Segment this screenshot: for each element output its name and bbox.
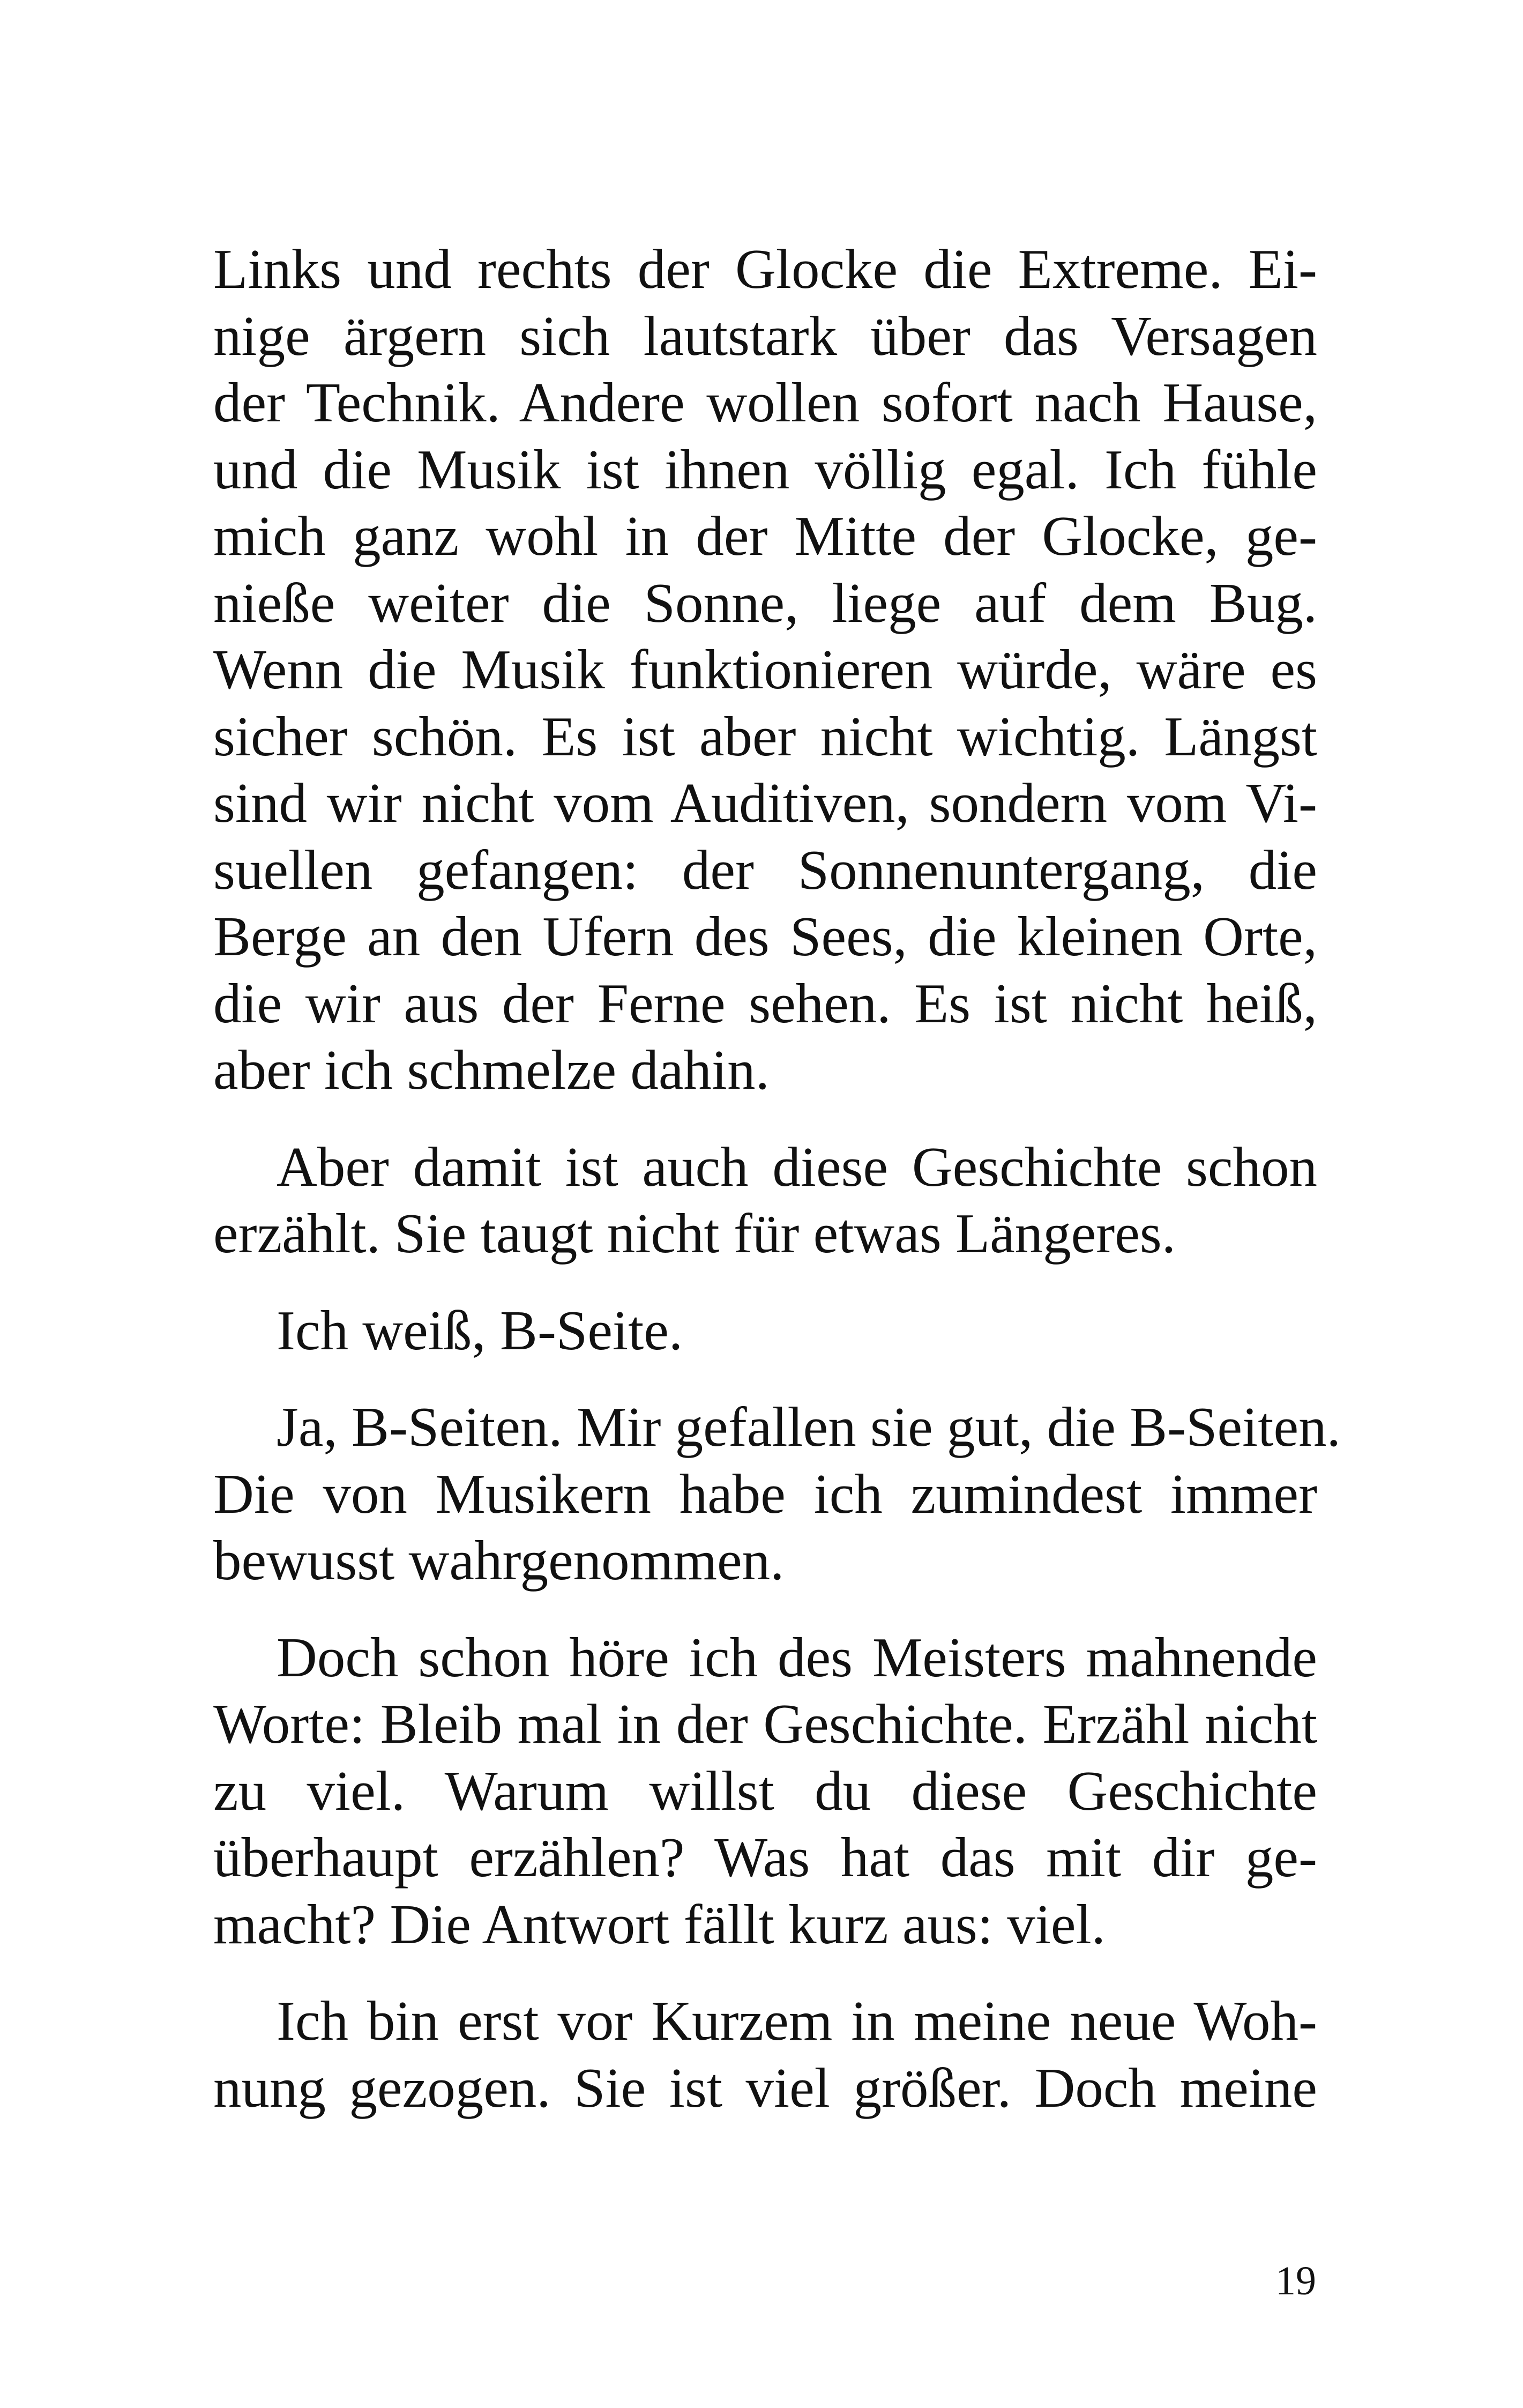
text-line: Worte: Bleib mal in der Geschichte. Erzähl nicht — [213, 1692, 1317, 1755]
text-line: sicher schön. Es ist aber nicht wichtig. Längst — [213, 704, 1317, 768]
text-line: Ich bin erst vor Kurzem in meine neue Woh- — [277, 1989, 1317, 2052]
text-line: Ja, B-Seiten. Mir gefallen sie gut, die B-Seiten. — [277, 1395, 1341, 1458]
text-line: die wir aus der Ferne sehen. Es ist nicht heiß, — [213, 971, 1317, 1035]
text-line: Die von Musikern habe ich zumindest immer — [213, 1462, 1317, 1525]
text-line: nung gezogen. Sie ist viel größer. Doch meine — [213, 2056, 1317, 2119]
text-line: sind wir nicht vom Auditiven, sondern vom Vi- — [213, 771, 1317, 834]
text-line: zu viel. Warum willst du diese Geschichte — [213, 1759, 1317, 1822]
body-text — [213, 236, 1341, 2151]
paragraph — [213, 1624, 1317, 1958]
paragraph — [213, 1134, 1317, 1267]
paragraph — [213, 1297, 1317, 1364]
text-line: Doch schon höre ich des Meisters mahnende — [277, 1625, 1317, 1689]
text-line: Wenn die Musik funktionieren würde, wäre es — [213, 638, 1317, 701]
text-line: nige ärgern sich lautstark über das Versagen — [213, 304, 1317, 367]
text-line: bewusst wahrgenommen. — [213, 1529, 785, 1592]
paragraph — [213, 1394, 1341, 1594]
text-line: nieße weiter die Sonne, liege auf dem Bug. — [213, 571, 1317, 634]
text-line: erzählt. Sie taugt nicht für etwas Längeres. — [213, 1202, 1176, 1265]
text-line: Berge an den Ufern des Sees, die kleinen Orte, — [213, 905, 1317, 968]
text-line: Ich weiß, B-Seite. — [277, 1298, 683, 1362]
text-line: Links und rechts der Glocke die Extreme. Ei- — [213, 237, 1317, 300]
text-line: Aber damit ist auch diese Geschichte schon — [277, 1135, 1317, 1198]
text-line: und die Musik ist ihnen völlig egal. Ich fühle — [213, 437, 1317, 501]
paragraph — [213, 236, 1317, 1104]
text-line: aber ich schmelze dahin. — [213, 1038, 770, 1101]
text-line: der Technik. Andere wollen sofort nach Hause, — [213, 371, 1317, 434]
paragraph — [213, 1988, 1317, 2121]
text-line: suellen gefangen: der Sonnenuntergang, die — [213, 838, 1317, 901]
text-line: macht? Die Antwort fällt kurz aus: viel. — [213, 1892, 1106, 1956]
text-line: überhaupt erzählen? Was hat das mit dir ge- — [213, 1826, 1317, 1889]
text-line: mich ganz wohl in der Mitte der Glocke, ge- — [213, 504, 1317, 567]
page-number: 19 — [1275, 2258, 1316, 2303]
